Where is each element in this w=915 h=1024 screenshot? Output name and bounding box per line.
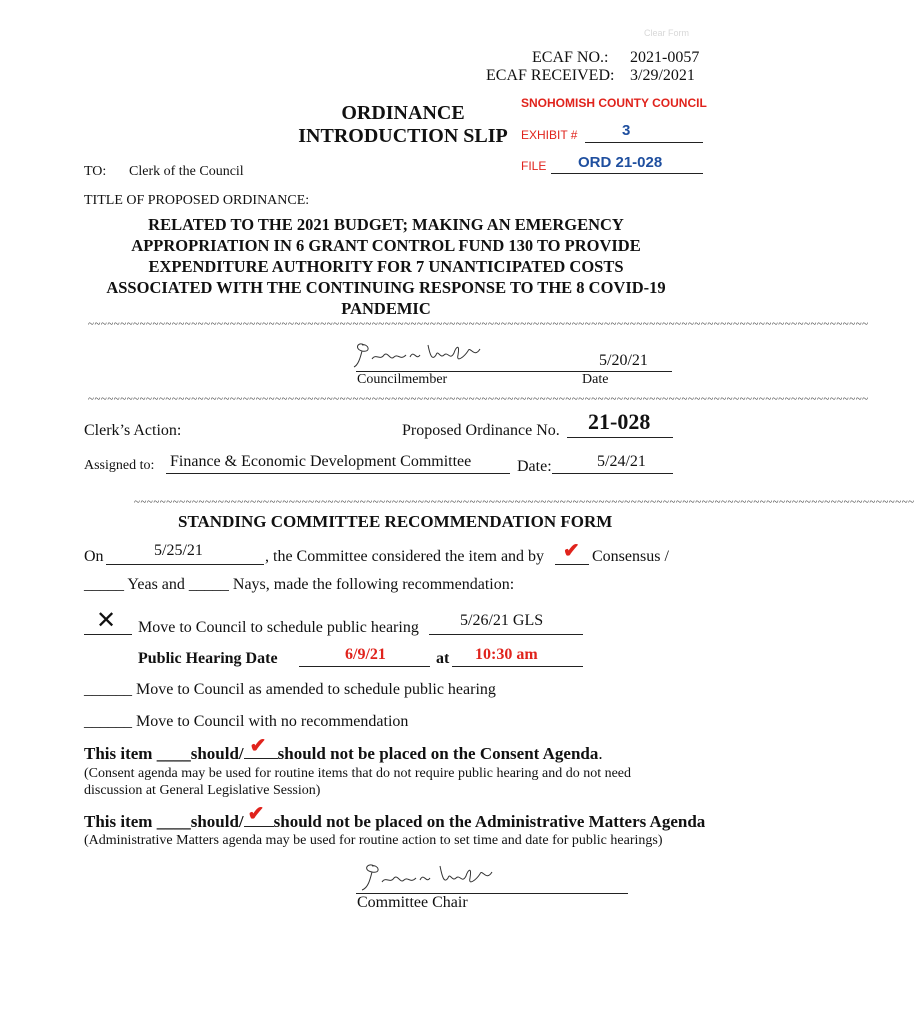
consent-check-slot[interactable] — [244, 735, 278, 759]
on-line — [106, 564, 264, 565]
ordinance-title-line: PANDEMIC — [341, 299, 431, 318]
chair-signature — [356, 860, 496, 894]
date-label: Date — [582, 372, 609, 387]
stamp-file-line — [551, 173, 703, 174]
ordinance-title-line: RELATED TO THE 2021 BUDGET; MAKING AN EMERGENCY — [148, 215, 624, 234]
to-value: Clerk of the Council — [129, 164, 244, 179]
assigned-line — [166, 473, 510, 474]
consent-period: . — [598, 744, 603, 763]
stamp-exhibit-label: EXHIBIT # — [521, 128, 578, 142]
consent-prefix: This item ____should/ — [84, 744, 244, 763]
ordinance-title-line: ASSOCIATED WITH THE CONTINUING RESPONSE TO THE 8 COVID-19 — [106, 278, 666, 297]
clear-form-button[interactable]: Clear Form — [644, 28, 690, 38]
on-value[interactable]: 5/25/21 — [154, 542, 203, 559]
title-line-1: ORDINANCE — [341, 102, 465, 124]
ecaf-received-value: 3/29/2021 — [630, 67, 695, 84]
consent-note-1: (Consent agenda may be used for routine items that do not require public hearing and do not need — [84, 766, 632, 781]
proposed-ordinance-label: Proposed Ordinance No. — [402, 422, 560, 439]
consensus-label: Consensus / — [592, 548, 669, 565]
to-label: TO: — [84, 164, 107, 179]
public-hearing-date-line — [299, 666, 430, 667]
assigned-value[interactable]: Finance & Economic Development Committee — [170, 453, 472, 470]
on-label: On — [84, 548, 104, 565]
chair-label: Committee Chair — [357, 894, 468, 911]
councilmember-signature — [350, 339, 490, 371]
councilmember-date[interactable]: 5/20/21 — [599, 352, 648, 369]
move-hearing-value-line — [429, 634, 583, 635]
councilmember-signature-text — [360, 352, 367, 353]
ecaf-no-label: ECAF NO.: — [532, 49, 609, 66]
admin-note: (Administrative Matters agenda may be used for routine action to set time and date for public hearings) — [84, 833, 663, 848]
recommendation-heading: STANDING COMMITTEE RECOMMENDATION FORM — [178, 512, 613, 531]
move-amended-label: ______ Move to Council as amended to schedule public hearing — [84, 681, 496, 698]
at-label: at — [436, 650, 450, 667]
move-hearing-x-mark[interactable]: ✕ — [96, 607, 117, 634]
stamp-file-value[interactable]: ORD 21-028 — [578, 154, 663, 171]
admin-prefix: This item ____should/ — [84, 812, 244, 831]
admin-line — [84, 803, 706, 832]
yeas-line: _____ Yeas and _____ Nays, made the following recommendation: — [84, 576, 515, 593]
public-hearing-time-line — [452, 666, 583, 667]
title-label: TITLE OF PROPOSED ORDINANCE: — [84, 193, 310, 208]
move-hearing-label: Move to Council to schedule public hearing — [138, 619, 419, 636]
consent-line — [84, 735, 603, 764]
consent-suffix: should not be placed on the Consent Agenda — [277, 744, 599, 763]
divider: ~~~~~~~~~~~~~~~~~~~~~~~~~~~~~~~~~~~~~~~~~~~~~~~~~~~~~~~~~~~~~~~~~~~~~~~~~~~~~~~~~~~~~~~~~~~~~~~~~~~~~~~~~~~~~~~~~~~~~~~~~ — [88, 393, 869, 405]
public-hearing-label: Public Hearing Date — [138, 650, 278, 667]
ecaf-received-label: ECAF RECEIVED: — [486, 67, 615, 84]
consensus-check-icon[interactable]: ✔ — [563, 540, 580, 562]
ordinance-title-line: APPROPRIATION IN 6 GRANT CONTROL FUND 130 TO PROVIDE — [131, 236, 641, 255]
admin-suffix: should not be placed on the Administrative Matters Agenda — [273, 812, 706, 831]
ordinance-title-line: EXPENDITURE AUTHORITY FOR 7 UNANTICIPATED COSTS — [148, 257, 624, 276]
assigned-date-label: Date: — [517, 458, 552, 475]
page-title — [296, 102, 510, 148]
admin-check-icon: ✔ — [247, 803, 265, 825]
assigned-date-line — [552, 473, 673, 474]
divider: ~~~~~~~~~~~~~~~~~~~~~~~~~~~~~~~~~~~~~~~~~~~~~~~~~~~~~~~~~~~~~~~~~~~~~~~~~~~~~~~~~~~~~~~~~~~~~~~~~~~~~~~~~~~~~~~~~~~~~~~~~ — [134, 496, 915, 508]
proposed-ordinance-value[interactable]: 21-028 — [588, 409, 651, 434]
admin-check-slot[interactable] — [244, 803, 274, 827]
public-hearing-time[interactable]: 10:30 am — [475, 646, 538, 663]
committee-text: , the Committee considered the item and by — [265, 548, 545, 565]
consent-check-icon: ✔ — [249, 735, 267, 757]
stamp-exhibit-line — [585, 142, 703, 143]
ordinance-title — [80, 214, 692, 319]
proposed-ordinance-line — [567, 437, 673, 438]
assigned-date-value[interactable]: 5/24/21 — [597, 453, 646, 470]
stamp-file-label: FILE — [521, 159, 547, 173]
title-line-2: INTRODUCTION SLIP — [298, 125, 508, 147]
clerk-action-label: Clerk’s Action: — [84, 422, 182, 439]
public-hearing-date[interactable]: 6/9/21 — [345, 646, 386, 663]
move-hearing-value[interactable]: 5/26/21 GLS — [460, 612, 544, 629]
ecaf-no-value: 2021-0057 — [630, 49, 700, 66]
councilmember-label: Councilmember — [357, 372, 448, 387]
stamp-exhibit-value[interactable]: 3 — [622, 122, 631, 139]
assigned-label: Assigned to: — [84, 458, 155, 473]
move-no-rec-label: ______ Move to Council with no recommendation — [84, 713, 409, 730]
stamp-council: SNOHOMISH COUNTY COUNCIL — [521, 96, 707, 110]
consent-note-2: discussion at General Legislative Session) — [84, 783, 321, 798]
chair-signature-text — [360, 875, 367, 876]
consensus-line — [555, 564, 589, 565]
divider: ~~~~~~~~~~~~~~~~~~~~~~~~~~~~~~~~~~~~~~~~~~~~~~~~~~~~~~~~~~~~~~~~~~~~~~~~~~~~~~~~~~~~~~~~~~~~~~~~~~~~~~~~~~~~~~~~~~~~~~~~~ — [88, 318, 869, 330]
